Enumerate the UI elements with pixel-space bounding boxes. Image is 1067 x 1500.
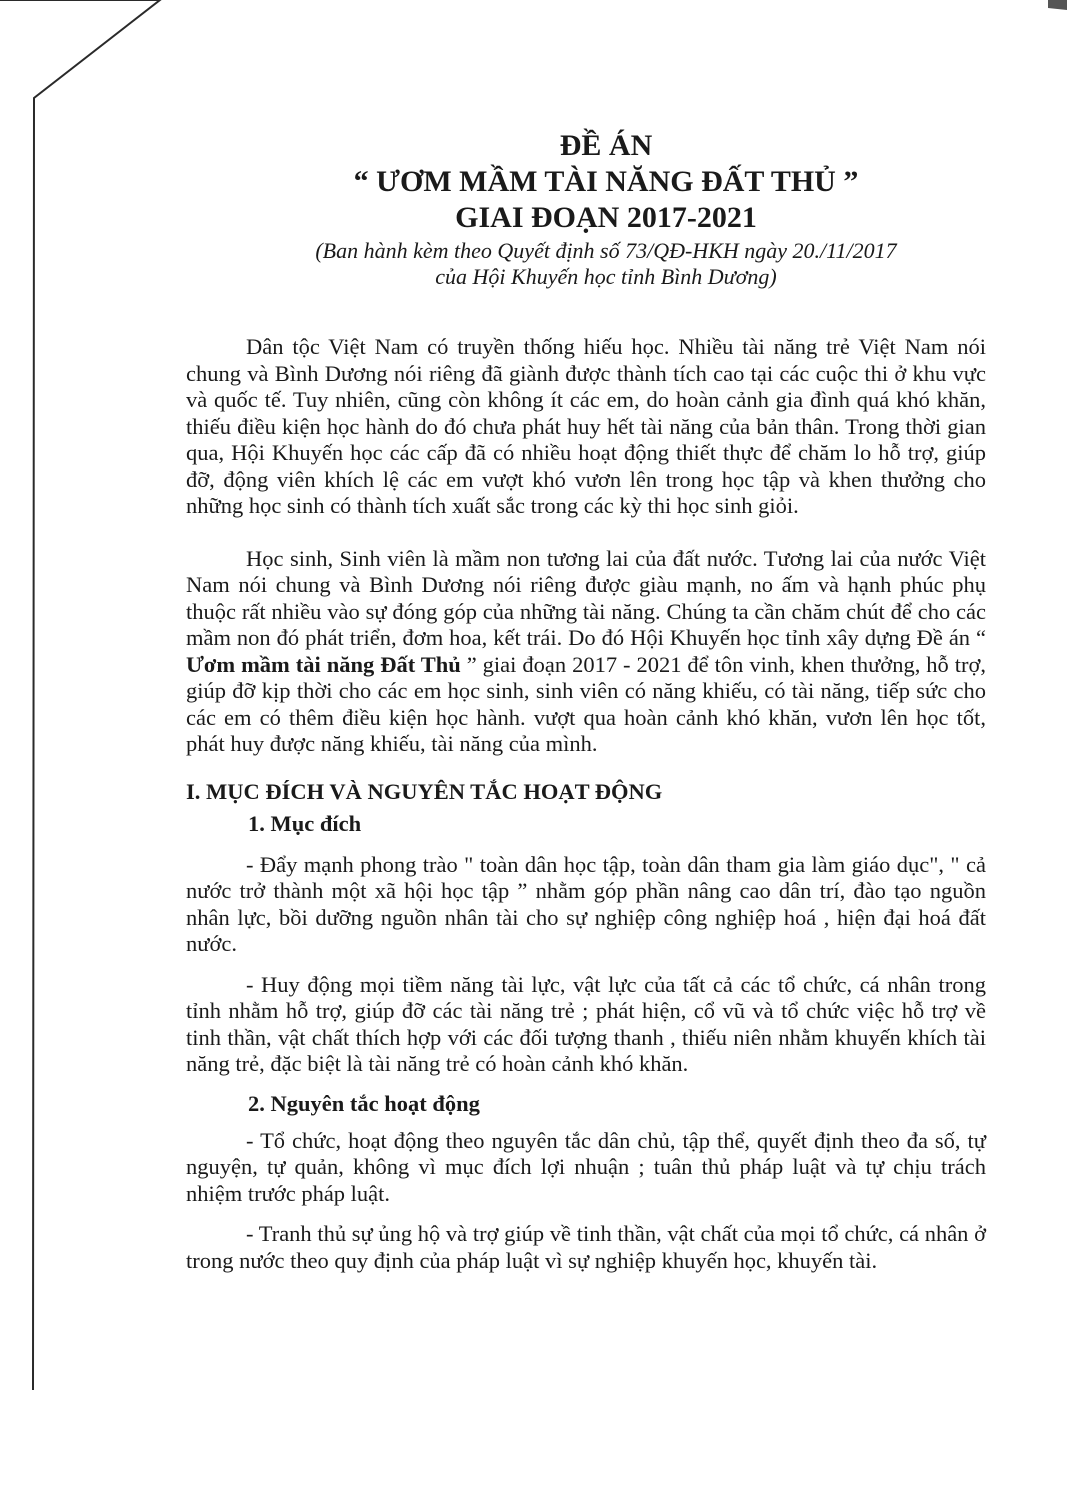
project-name-inline: Ươm mầm tài năng Đất Thủ (186, 651, 461, 677)
intro-paragraph-2-part-2: ” giai đoạn 2017 - 2021 để tôn vinh, khen thưởng, hỗ trợ, giúp đỡ kịp thời cho các em học sinh, sinh viên có năng khiếu, có tài năng, tiếp sức cho các em có thêm điều kiện học hành. vượt qua hoàn cảnh khó khăn, vươn lên học tốt, phát huy được năng khiếu, tài năng của mình. (186, 651, 987, 756)
intro-paragraph-2 (186, 546, 986, 758)
subsection-purpose-heading: 1. Mục đích (248, 810, 362, 836)
project-name: “ ƯƠM MẦM TÀI NĂNG ĐẤT THỦ ” (353, 165, 859, 198)
intro-paragraph-1: Dân tộc Việt Nam có truyền thống hiếu học. Nhiều tài năng trẻ Việt Nam nói chung và Bình Dương nói riêng đã giành được thành tích cao tại các cuộc thi ở khu vực và quốc tế. Tuy nhiên, cũng còn không ít các em, do hoàn cảnh gia đình quá khó khăn, thiếu điều kiện học hành do đó chưa phát huy hết tài năng của bản thân. Trong thời gian qua, Hội Khuyến học các cấp đã có nhiều hoạt động thiết thực để chăm lo hỗ trợ, giúp đỡ, động viên khích lệ các em vượt khó vươn lên trong học tập và khen thưởng cho những học sinh có thành tích xuất sắc trong các kỳ thi học sinh giỏi. (186, 334, 986, 518)
purpose-item-2: - Huy động mọi tiềm năng tài lực, vật lực của tất cả các tổ chức, cá nhân trong tỉnh nhằm hỗ trợ, giúp đỡ các tài năng trẻ ; phát hiện, cổ vũ và tổ chức việc hỗ trợ về tinh thần, vật chất thích hợp với các đối tượng thanh , thiếu niên nhằm khuyến khích tài năng trẻ, đặc biệt là tài năng trẻ có hoàn cảnh khó khăn. (186, 971, 986, 1076)
decision-reference: (Ban hành kèm theo Quyết định số 73/QĐ-HKH ngày 20./11/2017 (315, 238, 897, 263)
document-page (186, 128, 986, 1274)
purpose-item-1: - Đẩy mạnh phong trào " toàn dân học tập, toàn dân tham gia làm giáo dục", " cả nước trở thành một xã hội học tập ” nhằm góp phần nâng cao dân trí, đào tạo nguồn nhân lực, bồi dưỡng nguồn nhân tài cho sự nghiệp công nghiệp hoá , hiện đại hoá đất nước. (186, 851, 986, 956)
principle-item-2: - Tranh thủ sự ủng hộ và trợ giúp về tinh thần, vật chất của mọi tổ chức, cá nhân ở trong nước theo quy định của pháp luật vì sự nghiệp khuyến học, khuyến tài. (186, 1221, 986, 1273)
principle-item-1: - Tổ chức, hoạt động theo nguyên tắc dân chủ, tập thể, quyết định theo đa số, tự nguyện, tự quản, không vì mục đích lợi nhuận ; tuân thủ pháp luật và tự chịu trách nhiệm trước pháp luật. (186, 1127, 986, 1206)
document-header (226, 128, 986, 290)
intro-paragraph-2-part-1: Học sinh, Sinh viên là mầm non tương lai của đất nước. Tương lai của nước Việt Nam nói chung và Bình Dương nói riêng được giàu mạnh, no ấm và hạnh phúc phụ thuộc rất nhiều vào sự đóng góp của những tài năng. Chúng ta cần chăm chút để cho các mầm non đó phát triển, đơm hoa, kết trái. Do đó Hội Khuyến học tỉnh xây dựng Đề án “ (186, 545, 986, 650)
subsection-principles-heading: 2. Nguyên tắc hoạt động (248, 1090, 480, 1116)
document-title: ĐỀ ÁN (559, 129, 653, 162)
section-1-heading: I. MỤC ĐÍCH VÀ NGUYÊN TẮC HOẠT ĐỘNG (186, 778, 663, 804)
project-period: GIAI ĐOẠN 2017-2021 (455, 201, 757, 234)
issuing-organization: của Hội Khuyến học tỉnh Bình Dương) (435, 264, 777, 289)
